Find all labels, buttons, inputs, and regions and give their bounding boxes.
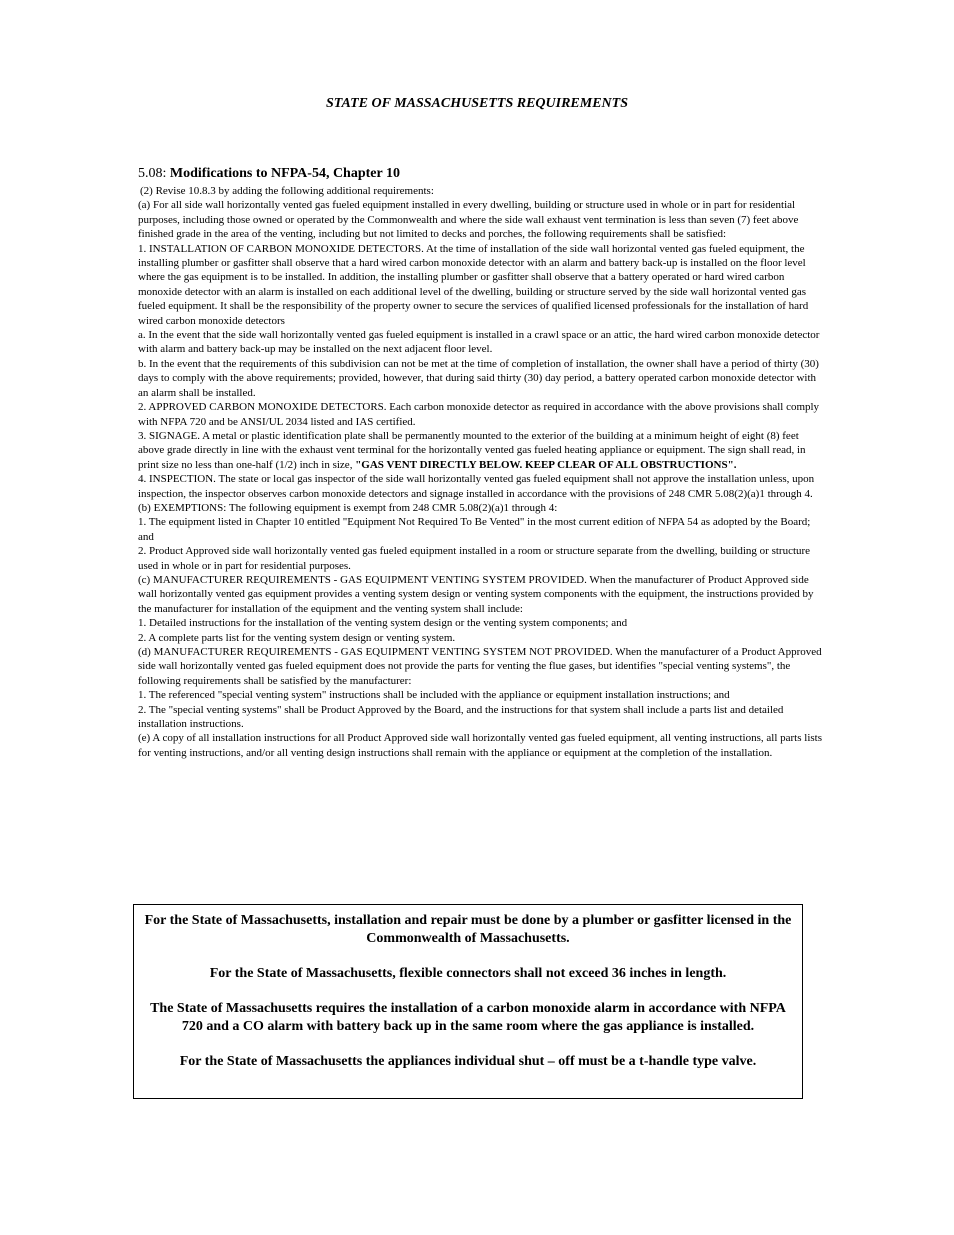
regulation-section [138,165,824,760]
section-title: Modifications to NFPA-54, Chapter 10 [169,166,400,181]
requirement-d-1: 1. The referenced "special venting system" instructions shall be included with the appliance or equipment installation instructions; and [138,689,730,702]
exemption-1: 1. The equipment listed in Chapter 10 entitled "Equipment Not Required To Be Vented" in the most current edition of NFPA 54 as adopted by the Board; and [138,516,811,543]
massachusetts-notice-box [133,904,803,1099]
paragraph-b-exemptions: (b) EXEMPTIONS: The following equipment is exempt from 248 CMR 5.08(2)(a)1 through 4: [138,501,558,514]
page-title: STATE OF MASSACHUSETTS REQUIREMENTS [325,96,629,111]
item-1b-thirty-days: b. In the event that the requirements of this subdivision can not be met at the time of completion of installation, the owner shall have a period of thirty (30) days to comply with the above requirements; provided, however, that during said thirty (30) day period, a battery operated carbon monoxide detector with an alarm shall be installed. [138,357,819,399]
notice-flexible-connectors: For the State of Massachusetts, flexible connectors shall not exceed 36 inches in length. [209,966,727,981]
notice-licensed-installer: For the State of Massachusetts, installation and repair must be done by a plumber or gasfitter licensed in the Commonwealth of Massachusetts. [144,913,792,946]
requirement-c-2: 2. A complete parts list for the venting system design or venting system. [138,631,456,644]
requirement-d-2: 2. The "special venting systems" shall be Product Approved by the Board, and the instructions for that system shall include a parts list and detailed installation instructions. [138,703,784,731]
item-4-inspection: 4. INSPECTION. The state or local gas inspector of the side wall horizontally vented gas fueled equipment shall not approve the installation unless, upon inspection, the inspector observes carbon monoxide detectors and signage installed in accordance with the provisions of 248 CMR 5.08(2)(a)1 through 4. [138,473,815,500]
item-3-text: 3. SIGNAGE. A metal or plastic identification plate shall be permanently mounted to the exterior of the building at a minimum height of eight (8) feet above grade directly in line with the exhaust vent terminal for the horizontally vented gas fueled heating appliance or equipment. The sign shall read, in print size no less than one-half (1/2) inch in size, [138,429,806,471]
paragraph-d: (d) MANUFACTURER REQUIREMENTS - GAS EQUIPMENT VENTING SYSTEM NOT PROVIDED. When the manufacturer of a Product Approved side wall horizontally vented gas fueled equipment does not provide the parts for venting the flue gases, but identifies "special venting systems", the following requirements shall be satisfied by the manufacturer: [138,646,822,687]
section-heading [138,165,824,183]
paragraph-e: (e) A copy of all installation instructions for all Product Approved side wall horizontally vented gas fueled equipment, all venting instructions, all parts lists for venting instructions, and/or all venting design instructions shall remain with the appliance or equipment at the completion of the installation. [138,732,823,759]
notice-co-alarm: The State of Massachusetts requires the installation of a carbon monoxide alarm in accordance with NFPA 720 and a CO alarm with battery back up in the same room where the gas appliance is installed. [150,1001,786,1034]
section-number: 5.08: [138,166,167,181]
paragraph-c: (c) MANUFACTURER REQUIREMENTS - GAS EQUIPMENT VENTING SYSTEM PROVIDED. When the manufacturer of Product Approved side wall horizontally vented gas equipment provides a venting system design or venting system components with the equipment, the instructions provided by the manufacturer for installation of the equipment and the venting system shall include: [138,573,814,615]
item-3-sign-text: "GAS VENT DIRECTLY BELOW. KEEP CLEAR OF ALL OBSTRUCTIONS". [355,458,737,471]
item-1-co-detectors: 1. INSTALLATION OF CARBON MONOXIDE DETECTORS. At the time of installation of the side wall horizontal vented gas fueled equipment, the installing plumber or gasfitter shall observe that a hard wired carbon monoxide detector with an alarm and battery back-up is installed on the floor level where the gas equipment is to be installed. In addition, the installing plumber or gasfitter shall observe that a battery operated or hard wired carbon monoxide detector with an alarm is installed on each additional level of the dwelling, building or structure served by the side wall horizontal vented gas fueled equipment. It shall be the responsibility of the property owner to secure the services of qualified licensed professionals for the installation of hard wired carbon monoxide detectors [138,242,809,327]
notice-shutoff-valve: For the State of Massachusetts the appliances individual shut – off must be a t-handle type valve. [179,1054,757,1069]
exemption-2: 2. Product Approved side wall horizontally vented gas fueled equipment installed in a room or structure separate from the dwelling, building or structure used in whole or in part for residential purposes. [138,545,811,572]
paragraph-a: (a) For all side wall horizontally vented gas fueled equipment installed in every dwelling, building or structure used in whole or in part for residential purposes, including those owned or operated by the Commonwealth and where the side wall exhaust vent termination is less than seven (7) feet above finished grade in the area of the venting, including but not limited to decks and porches, the following requirements shall be satisfied: [138,199,799,241]
item-3-signage [138,429,824,472]
item-1a-crawl-space: a. In the event that the side wall horizontally vented gas fueled equipment is installed in a crawl space or an attic, the hard wired carbon monoxide detector with alarm and battery back-up may be installed on the next adjacent floor level. [138,329,820,356]
requirement-c-1: 1. Detailed instructions for the installation of the venting system design or the venting system components; and [138,617,628,630]
section-intro: (2) Revise 10.8.3 by adding the following additional requirements: [140,185,434,197]
item-2-approved-detectors: 2. APPROVED CARBON MONOXIDE DETECTORS. Each carbon monoxide detector as required in accordance with the above provisions shall comply with NFPA 720 and be ANSI/UL 2034 listed and IAS certified. [138,401,820,428]
